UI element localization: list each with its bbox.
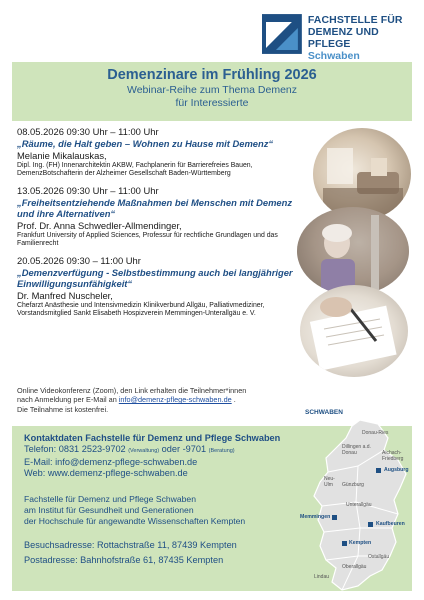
kaufbeuren-marker (368, 522, 373, 527)
signing-document-photo (300, 285, 408, 377)
logo-line-2: DEMENZ UND PFLEGE (307, 26, 379, 50)
schwaben-map (298, 416, 418, 596)
visit-address: Besuchsadresse: Rottachstraße 11, 87439 Kempten (24, 540, 237, 550)
map-city-aichach-friedberg: Aichach-Friedberg (382, 450, 404, 462)
institution-block (24, 494, 304, 527)
map-city-lindau: Lindau (314, 574, 330, 580)
event-list (17, 126, 309, 325)
info-line-2-text: nach Anmeldung per E-Mail an (17, 395, 119, 405)
event-title: „Freiheitsentziehende Maßnahmen bei Menschen mit Demenz und ihre Alternativen“ (17, 196, 293, 220)
participation-info (17, 386, 297, 414)
map-city-kaufbeuren: Kaufbeuren (376, 521, 405, 527)
signing-document-photo-art (300, 285, 408, 377)
contact-details (24, 432, 304, 480)
event-item (17, 126, 309, 179)
postal-address: Postadresse: Bahnhofstraße 61, 87435 Kempten (24, 555, 224, 566)
info-line-2 (17, 395, 297, 404)
logo (262, 14, 424, 62)
augsburg-marker (376, 468, 381, 473)
event-speaker: Dr. Manfred Nuscheler, (17, 289, 113, 301)
event-date: 20.05.2026 09:30 – 11:00 Uhr (17, 254, 141, 266)
logo-line-3: Schwaben (307, 50, 360, 62)
institution-line-1: Fachstelle für Demenz und Pflege Schwaben (24, 494, 196, 504)
memmingen-marker (332, 515, 337, 520)
event-date: 13.05.2026 09:30 Uhr – 11:00 Uhr (17, 184, 159, 196)
map-city-oberallgaeu: Oberallgäu (342, 564, 367, 570)
page-subtitle-2: für Interessierte (175, 96, 249, 109)
logo-line-1: FACHSTELLE FÜR (307, 14, 403, 26)
map-city-guenzburg: Günzburg (342, 482, 364, 488)
contact-heading: Kontaktdaten Fachstelle für Demenz und Pflege Schwaben (24, 433, 281, 443)
map-label: SCHWABEN (305, 409, 343, 416)
map-city-donau-ries: Donau-Ries (362, 430, 389, 436)
info-line-1: Online Videokonferenz (Zoom), den Link erhalten die Teilnehmer*innen (17, 386, 247, 395)
institution-line-2: am Institut für Gesundheit und Generationen (24, 505, 194, 515)
event-title: „Demenzverfügung - Selbstbestimmung auch bei langjähriger Einwilligungsunfähigkeit“ (17, 266, 293, 290)
contact-email: E-Mail: info@demenz-pflege-schwaben.de (24, 457, 198, 468)
map-city-unterallgaeu: Unterallgäu (346, 502, 372, 508)
contact-web: Web: www.demenz-pflege-schwaben.de (24, 468, 188, 479)
institution-line-3: der Hochschule für angewandte Wissenschaften Kempten (24, 516, 246, 526)
map-city-ostallgaeu: Ostallgäu (368, 554, 390, 560)
phone-note-advice: (Beratung) (208, 448, 235, 454)
senior-woman-photo (297, 207, 409, 295)
map-city-kempten: Kempten (349, 540, 372, 546)
page-subtitle-1: Webinar-Reihe zum Thema Demenz (126, 84, 297, 96)
phone-number: Telefon: 0831 2523-9702 (24, 444, 129, 454)
event-speaker: Melanie Mikalauskas, (17, 149, 107, 161)
event-speaker: Prof. Dr. Anna Schwedler-Allmendinger, (17, 219, 182, 231)
event-speaker-bio: Frankfurt University of Applied Sciences, Professur für rechtliche Grundlagen und das Familienrecht (17, 231, 278, 248)
living-room-photo (313, 128, 411, 220)
info-line-2-end: . (231, 395, 236, 405)
phone-alt: oder -9701 (159, 444, 209, 454)
event-speaker-bio: Chefarzt Anästhesie und Intensivmedizin Klinikverbund Allgäu, Palliativmediziner, Vorstandsmitglied Sankt Elisabeth Hospizverein Memmingen-Unterallgäu e. V. (17, 301, 265, 318)
map-city-memmingen: Memmingen (300, 514, 331, 520)
map-city-augsburg: Augsburg (384, 467, 409, 473)
event-item (17, 185, 309, 249)
event-speaker-bio: Dipl. Ing. (FH) Innenarchitektin AKBW, Fachplanerin für Barrierefreies Bauen, DemenzBotschafterin der Alzheimer Gesellschaft Baden-Württemberg (17, 161, 253, 178)
event-title: „Räume, die Halt geben – Wohnen zu Hause mit Demenz“ (17, 138, 274, 149)
event-item (17, 255, 309, 319)
map-city-dillingen: Dillingen a.d. Donau (342, 444, 371, 456)
map-city-neu-ulm: Neu-Ulm (324, 476, 335, 488)
title-band (12, 62, 412, 121)
phone-note-admin: (Verwaltung) (128, 448, 160, 454)
info-line-3: Die Teilnahme ist kostenfrei. (17, 404, 109, 414)
senior-woman-photo-art (297, 207, 409, 295)
logo-wordmark (308, 14, 424, 62)
address-block (24, 540, 304, 566)
registration-email-link[interactable]: info@demenz-pflege-schwaben.de (118, 395, 232, 405)
page-title: Demenzinare im Frühling 2026 (107, 67, 317, 83)
event-date: 08.05.2026 09:30 Uhr – 11:00 Uhr (17, 126, 159, 137)
contact-phone (24, 444, 304, 457)
fachstelle-logo-icon (262, 14, 302, 54)
living-room-photo-art (313, 128, 411, 220)
kempten-marker (342, 541, 347, 546)
